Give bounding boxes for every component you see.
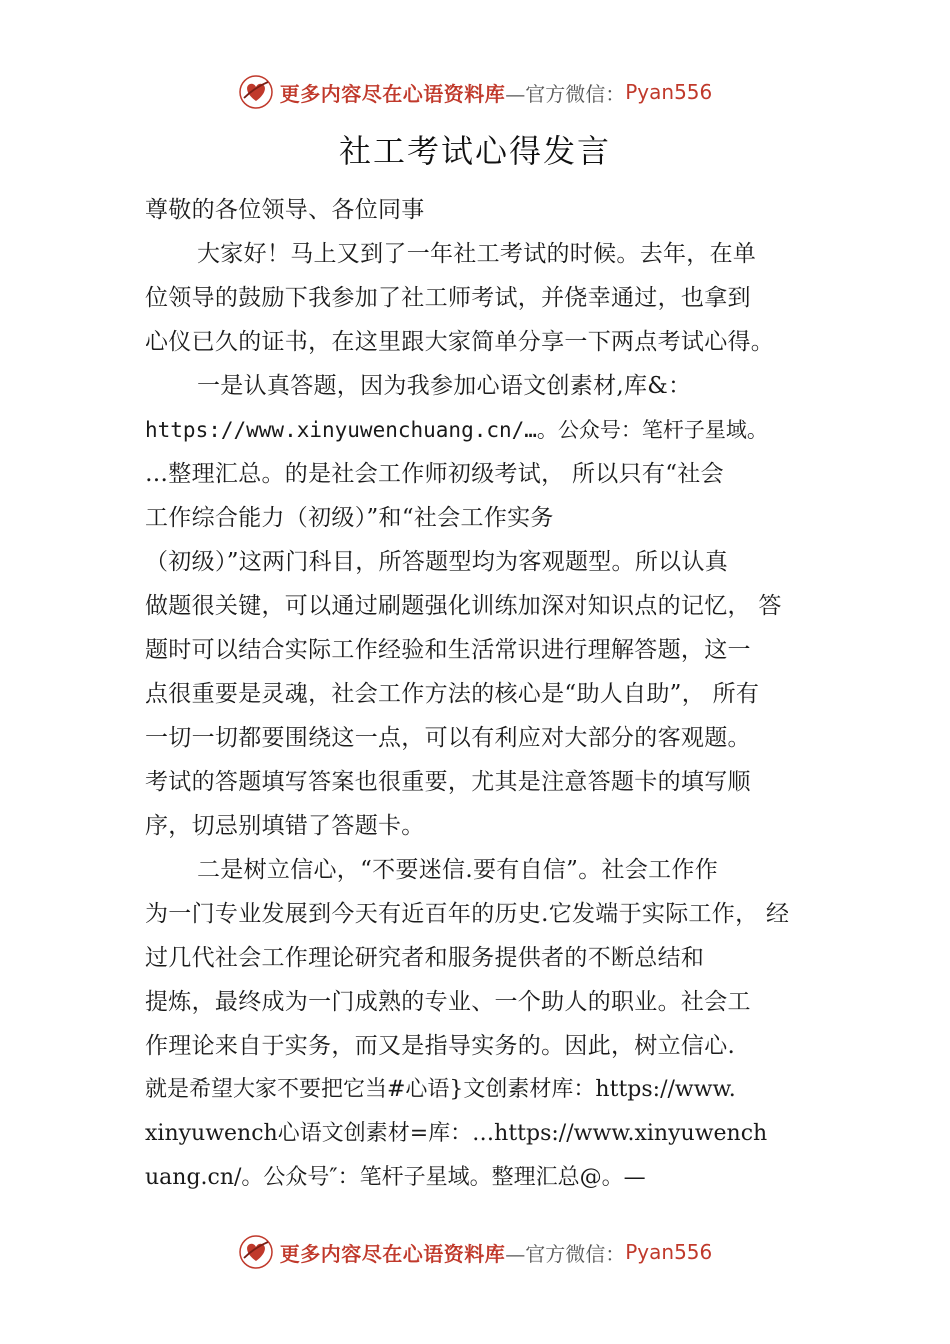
body-line: …整理汇总。的是社会工作师初级考试， 所以只有“社会 bbox=[145, 461, 724, 487]
body-line: https://www.xinyuwenchuang.cn/…。公众号：笔杆子星域。 bbox=[145, 418, 768, 442]
header-contact-text: —官方微信： bbox=[505, 81, 626, 106]
body-line: 点很重要是灵魂，社会工作方法的核心是“助人自助”， 所有 bbox=[145, 681, 760, 707]
body-line: 位领导的鼓励下我参加了社工师考试，并侥幸通过，也拿到 bbox=[145, 285, 751, 311]
footer-banner bbox=[0, 1230, 950, 1274]
body-line: xinyuwench心语文创素材=库：…https://www.xinyuwench bbox=[145, 1121, 768, 1146]
body-line: 就是希望大家不要把它当#心语}文创素材库：https://www. bbox=[145, 1077, 736, 1102]
body-line: 序，切忌别填错了答题卡。 bbox=[145, 813, 425, 839]
header-wechat-handle: Pyan556 bbox=[625, 80, 713, 104]
body-line: 一是认真答题，因为我参加心语文创素材,库&： bbox=[197, 373, 692, 399]
footer-contact-text: —官方微信： bbox=[505, 1241, 626, 1266]
body-line: 一切一切都要围绕这一点，可以有利应对大部分的客观题。 bbox=[145, 725, 751, 751]
heart-logo-icon bbox=[238, 1234, 274, 1270]
body-line: 做题很关键，可以通过刷题强化训练加深对知识点的记忆， 答 bbox=[145, 593, 782, 619]
body-line: 考试的答题填写答案也很重要，尤其是注意答题卡的填写顺 bbox=[145, 769, 751, 795]
body-line: 提炼，最终成为一门成熟的专业、一个助人的职业。社会工 bbox=[145, 989, 751, 1015]
body-line: 题时可以结合实际工作经验和生活常识进行理解答题，这一 bbox=[145, 637, 751, 663]
footer-wechat-handle: Pyan556 bbox=[625, 1240, 713, 1264]
body-line: 大家好！马上又到了一年社工考试的时候。去年，在单 bbox=[197, 241, 757, 267]
body-line: uang.cn/。公众号″：笔杆子星域。整理汇总@。— bbox=[145, 1165, 646, 1190]
header-banner bbox=[0, 70, 950, 114]
body-line: 二是树立信心，“不要迷信.要有自信”。社会工作作 bbox=[197, 857, 719, 883]
document-title: 社工考试心得发言 bbox=[338, 132, 611, 170]
body-line: 为一门专业发展到今天有近百年的历史.它发端于实际工作， 经 bbox=[145, 901, 790, 927]
body-line: 工作综合能力（初级）”和“社会工作实务 bbox=[145, 505, 554, 531]
header-brand-text: 更多内容尽在心语资料库 bbox=[279, 81, 506, 106]
body-line: 尊敬的各位领导、各位同事 bbox=[145, 197, 425, 223]
heart-logo-icon bbox=[238, 74, 274, 110]
footer-brand-text: 更多内容尽在心语资料库 bbox=[279, 1241, 506, 1266]
document-body bbox=[145, 188, 835, 1200]
body-line: 作理论来自于实务，而又是指导实务的。因此，树立信心. bbox=[145, 1033, 736, 1059]
body-line: 过几代社会工作理论研究者和服务提供者的不断总结和 bbox=[145, 945, 705, 971]
body-line: （初级）”这两门科目，所答题型均为客观题型。所以认真 bbox=[145, 549, 729, 575]
body-line: 心仪已久的证书，在这里跟大家简单分享一下两点考试心得。 bbox=[145, 329, 775, 355]
